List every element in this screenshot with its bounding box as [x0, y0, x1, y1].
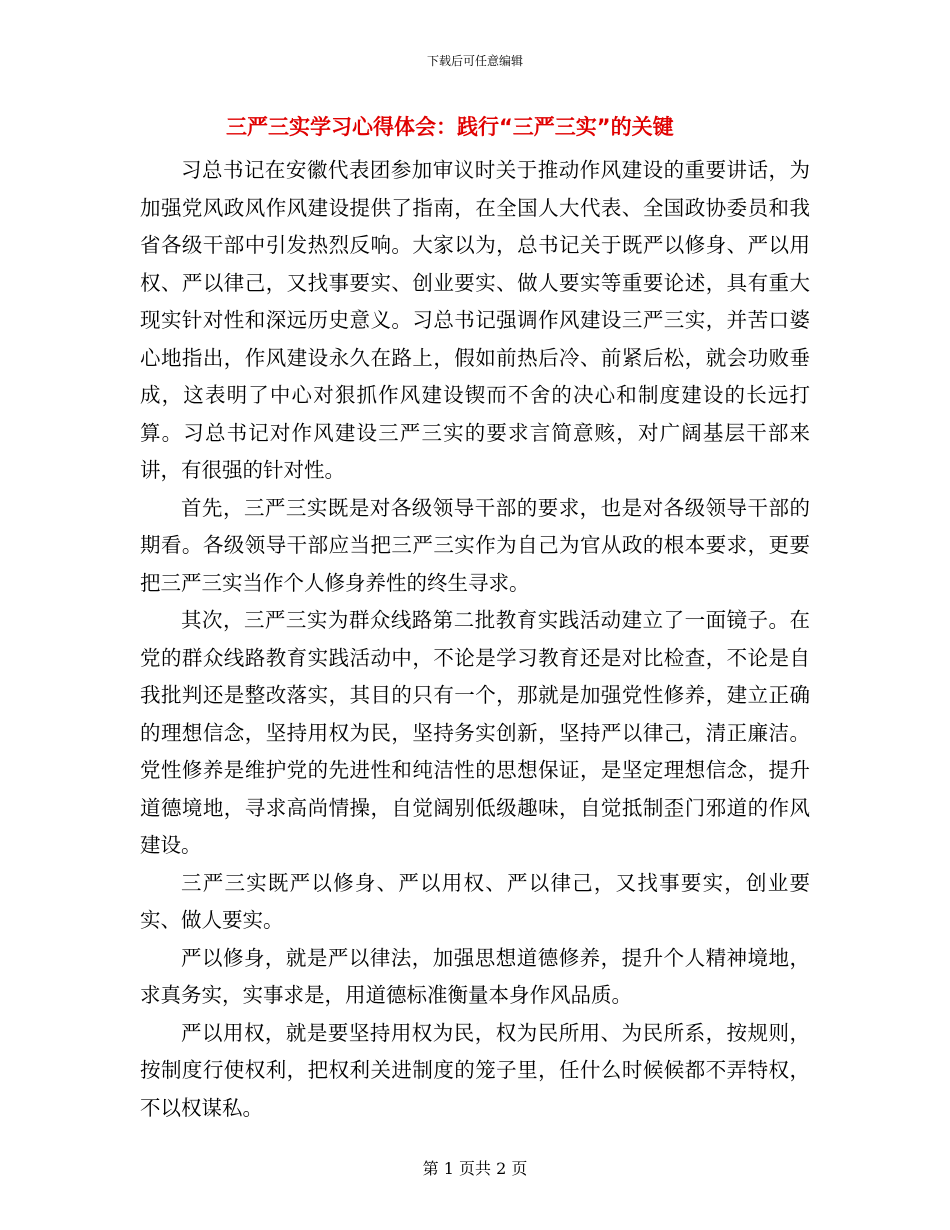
document-body	[140, 152, 810, 1127]
document-title: 三严三实学习心得体会：践行“三严三实”的关键	[226, 115, 674, 139]
paragraph: 首先，三严三实既是对各级领导干部的要求，也是对各级领导干部的期看。各级领导干部应当把三严三实作为自己为官从政的根本要求，更要把三严三实当作个人修身养性的终生寻求。	[140, 495, 810, 595]
paragraph: 严以用权，就是要坚持用权为民，权为民所用、为民所系，按规则，按制度行使权利，把权利关进制度的笼子里，任什么时候候都不弄特权，不以权谋私。	[140, 1020, 810, 1120]
paragraph: 三严三实既严以修身、严以用权、严以律己，又找事要实，创业要实、做人要实。	[140, 870, 810, 932]
paragraph: 习总书记在安徽代表团参加审议时关于推动作风建设的重要讲话，为加强党风政风作风建设提供了指南，在全国人大代表、全国政协委员和我省各级干部中引发热烈反响。大家以为，总书记关于既严以修身、严以用权、严以律己，又找事要实、创业要实、做人要实等重要论述，具有重大现实针对性和深远历史意义。习总书记强调作风建设三严三实，并苦口婆心地指出，作风建设永久在路上，假如前热后冷、前紧后松，就会功败垂成，这表明了中心对狠抓作风建设锲而不舍的决心和制度建设的长远打算。习总书记对作风建设三严三实的要求言简意赅，对广阔基层干部来讲，有很强的针对性。	[140, 158, 810, 482]
paragraph: 严以修身，就是严以律法，加强思想道德修养，提升个人精神境地，求真务实，实事求是，用道德标准衡量本身作风品质。	[140, 945, 810, 1007]
page-number: 第 1 页共 2 页	[422, 1159, 528, 1178]
header-note: 下载后可任意编辑	[426, 54, 523, 68]
paragraph: 其次，三严三实为群众线路第二批教育实践活动建立了一面镜子。在党的群众线路教育实践活动中，不论是学习教育还是对比检查，不论是自我批判还是整改落实，其目的只有一个，那就是加强党性修养，建立正确的理想信念，坚持用权为民，坚持务实创新，坚持严以律己，清正廉洁。党性修养是维护党的先进性和纯洁性的思想保证，是坚定理想信念，提升道德境地，寻求高尚情操，自觉阔别低级趣味，自觉抵制歪门邪道的作风建设。	[140, 608, 810, 857]
